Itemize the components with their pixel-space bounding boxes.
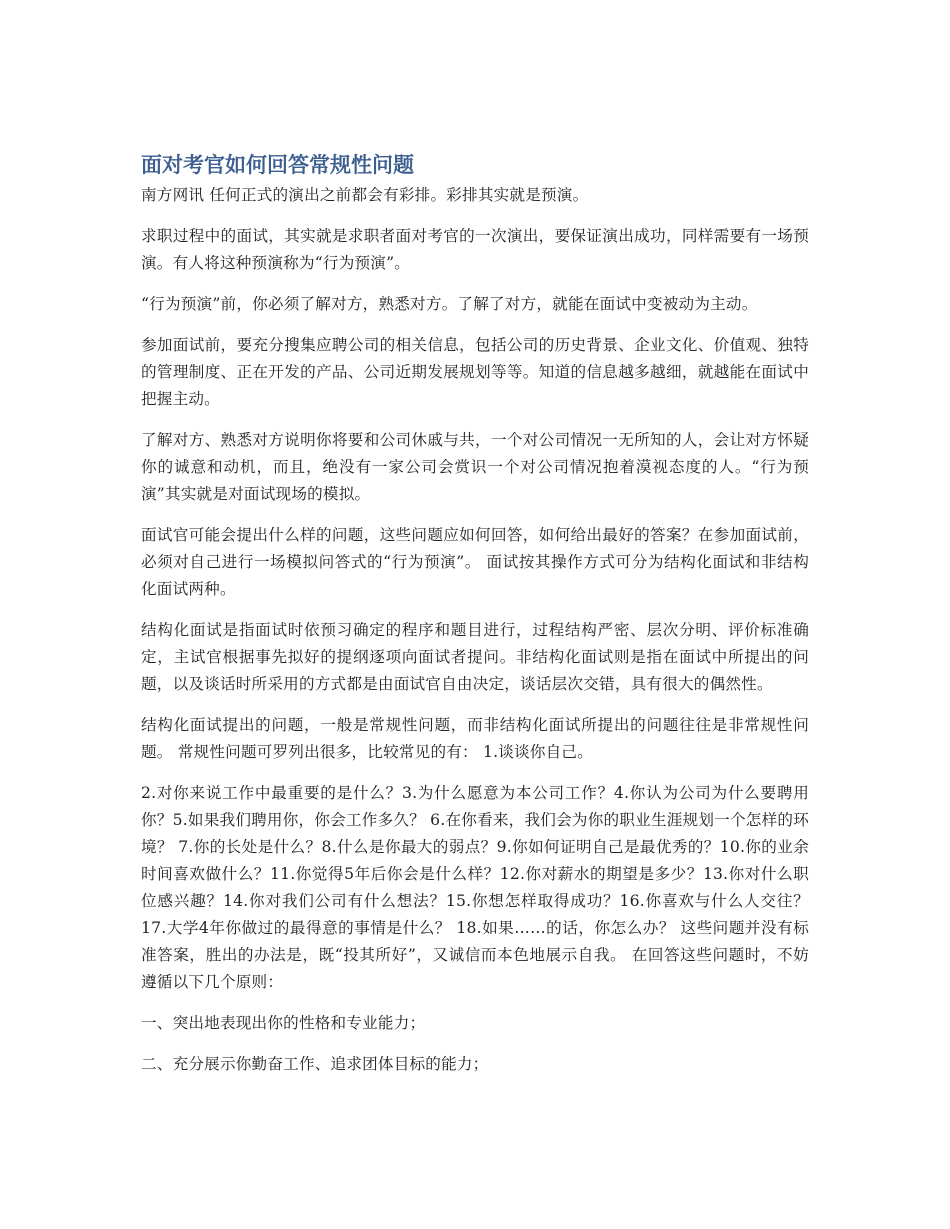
paragraph: 求职过程中的面试，其实就是求职者面对考官的一次演出，要保证演出成功，同样需要有一场预演。有人将这种预演称为“行为预演”。 (141, 227, 809, 272)
article-title: 面对考官如何回答常规性问题 (141, 153, 414, 177)
paragraph-question-list: 2.对你来说工作中最重要的是什么？3.为什么愿意为本公司工作？4.你认为公司为什么要聘用你？5.如果我们聘用你，你会工作多久？ 6.在你看来，我们会为你的职业生涯规划一个怎样的环境？ 7.你的长处是什么？8.什么是你最大的弱点？9.你如何证明自己是最优秀的？10.你的业余时间喜欢做什么？11.你觉得5年后你会是什么样？12.你对薪水的期望是多少？13.你对什么职位感兴趣？14.你对我们公司有什么想法？15.你想怎样取得成功？16.你喜欢与什么人交往？ 17.大学4年你做过的最得意的事情是什么？ 18.如果……的话，你怎么办？ 这些问题并没有标准答案，胜出的办法是，既“投其所好”，又诚信而本色地展示自我。 在回答这些问题时，不妨遵循以下几个原则： (141, 784, 809, 991)
paragraph-principle-1: 一、突出地表现出你的性格和专业能力； (141, 1014, 426, 1032)
paragraph-principle-2: 二、充分展示你勤奋工作、追求团体目标的能力； (141, 1055, 489, 1073)
paragraph-intro: 南方网讯 任何正式的演出之前都会有彩排。彩排其实就是预演。 (141, 186, 589, 204)
document-page (141, 150, 809, 1092)
paragraph: 结构化面试是指面试时依预习确定的程序和题目进行，过程结构严密、层次分明、评价标准确定，主试官根据事先拟好的提纲逐项向面试者提问。非结构化面试则是指在面试中所提出的问题，以及谈话时所采用的方式都是由面试官自由决定，谈话层次交错，具有很大的偶然性。 (141, 621, 809, 693)
paragraph: 面试官可能会提出什么样的问题，这些问题应如何回答，如何给出最好的答案？在参加面试前，必须对自己进行一场模拟问答式的“行为预演”。 面试按其操作方式可分为结构化面试和非结构化面试两种。 (141, 526, 809, 598)
paragraph: 参加面试前，要充分搜集应聘公司的相关信息，包括公司的历史背景、企业文化、价值观、独特的管理制度、正在开发的产品、公司近期发展规划等等。知道的信息越多越细，就越能在面试中把握主动。 (141, 336, 809, 408)
paragraph: 结构化面试提出的问题，一般是常规性问题，而非结构化面试所提出的问题往往是非常规性问题。 常规性问题可罗列出很多，比较常见的有： 1.谈谈你自己。 (141, 716, 809, 761)
paragraph: 了解对方、熟悉对方说明你将要和公司休戚与共，一个对公司情况一无所知的人，会让对方怀疑你的诚意和动机，而且，绝没有一家公司会赏识一个对公司情况抱着漠视态度的人。“行为预演”其实就是对面试现场的模拟。 (141, 431, 809, 503)
paragraph: “行为预演”前，你必须了解对方，熟悉对方。了解了对方，就能在面试中变被动为主动。 (141, 295, 758, 313)
